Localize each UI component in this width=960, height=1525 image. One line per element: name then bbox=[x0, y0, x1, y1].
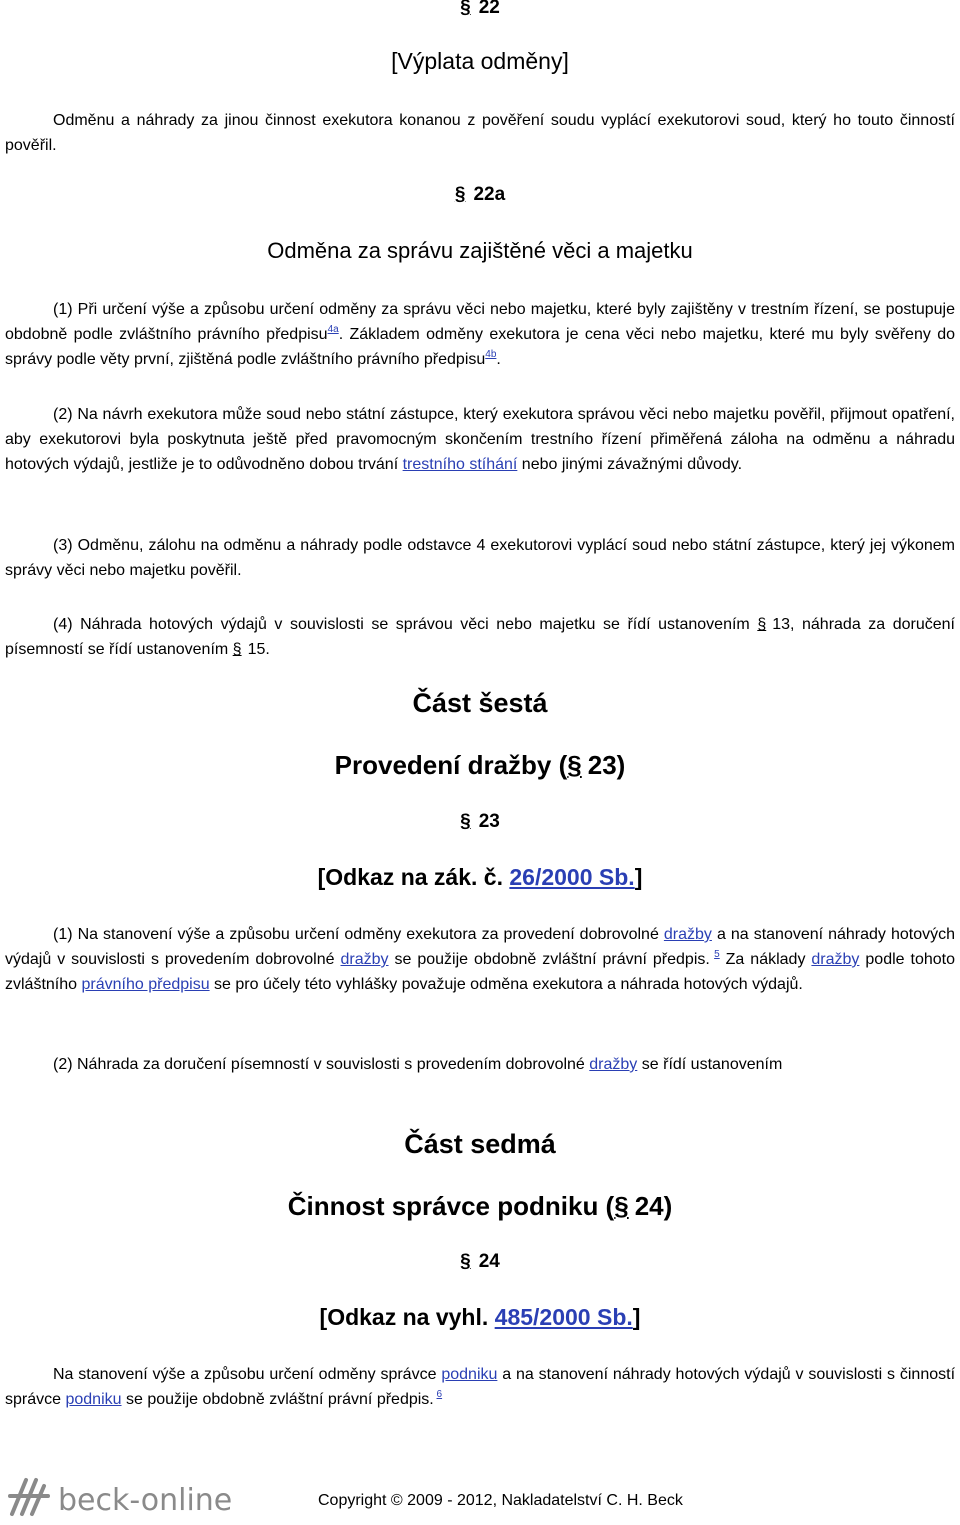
part-6-chapter: Provedení dražby (§ 23) bbox=[334, 750, 626, 780]
law-26-2000-link[interactable]: 26/2000 Sb. bbox=[509, 864, 635, 890]
paragraph-sign-icon: § bbox=[757, 616, 767, 633]
drazby-link[interactable]: dražby bbox=[663, 926, 712, 943]
podniku-link[interactable]: podniku bbox=[441, 1366, 498, 1383]
footer-copyright: Copyright © 2009 - 2012, Nakladatelství C. H. Beck bbox=[318, 1492, 683, 1509]
section-24-reference: [Odkaz na vyhl. 485/2000 Sb.] bbox=[319, 1304, 641, 1330]
section-22a-paragraph-1: (1) Při určení výše a způsobu určení odměny za správu věci nebo majetku, které byly zajištěny v trestním řízení, se postupuje obdobně podle zvláštního právního předpisu$^{4a}$. Základem odměny exekutora je cena věci nebo majetku, které mu byly svěřeny do správy podle věty první, zjištěná podle zvláštního právního předpisu$^{4b}$. bbox=[5, 301, 955, 368]
section-23-reference: [Odkaz na zák. č. 26/2000 Sb.] bbox=[317, 864, 643, 890]
pravniho-predpisu-link[interactable]: právního předpisu bbox=[81, 976, 210, 993]
decree-485-2000-link[interactable]: 485/2000 Sb. bbox=[494, 1304, 633, 1330]
section-number: 23 bbox=[478, 811, 500, 832]
section-24-paragraph: Na stanovení výše a způsobu určení odměny správce podniku a na stanovení náhrady hotových výdajů v souvislosti s činností správce podniku se použije obdobně zvláštní právní předpis. $^6$ bbox=[5, 1366, 956, 1408]
footnote-4a-link[interactable]: 4a bbox=[327, 324, 339, 335]
footnote-4b-link[interactable]: 4b bbox=[485, 349, 497, 360]
drazby-link[interactable]: dražby bbox=[811, 951, 860, 968]
part-6-title: Část šestá bbox=[412, 688, 548, 718]
section-22-heading bbox=[0, 0, 960, 19]
part-7-title: Část sedmá bbox=[404, 1129, 556, 1159]
section-22a-paragraph-2: (2) Na návrh exekutora může soud nebo státní zástupce, který exekutora správou věci nebo majetku pověřil, přijmout opatření, aby exekutorovi byla poskytnuta ještě před pravomocným skončením trestního řízení přiměřená záloha na odměnu a náhradu hotových výdajů, jestliže je to odůvodněno dobou trvání trestního stíhání nebo jinými závažnými důvody. bbox=[5, 406, 955, 473]
footnote-5-link[interactable]: 5 bbox=[714, 949, 720, 960]
section-22a-paragraph-3: (3) Odměnu, zálohu na odměnu a náhrady podle odstavce 4 exekutorovi vyplácí soud nebo státní zástupce, který jej výkonem správy věci nebo majetku pověřil. bbox=[5, 537, 955, 579]
paragraph-sign-icon: § bbox=[232, 641, 242, 658]
paragraph-sign-icon: § bbox=[460, 811, 471, 832]
section-22-title: [Výplata odměny] bbox=[391, 48, 569, 74]
section-24-heading bbox=[0, 1251, 960, 1273]
footnote-6-link[interactable]: 6 bbox=[436, 1389, 443, 1400]
section-number: 24 bbox=[478, 1251, 500, 1272]
logo-text: beck-online bbox=[58, 1483, 233, 1518]
section-22a-title: Odměna za správu zajištěné věci a majetku bbox=[267, 238, 693, 263]
beck-online-logo-icon bbox=[6, 1474, 251, 1520]
drazby-link[interactable]: dražby bbox=[340, 951, 389, 968]
section-23-paragraph-2: (2) Náhrada za doručení písemností v souvislosti s provedením dobrovolné dražby se řídí ustanovením bbox=[53, 1056, 783, 1073]
section-number: 22 bbox=[478, 0, 500, 18]
paragraph-sign-icon: § bbox=[460, 1251, 471, 1272]
trestniho-stihani-link[interactable]: trestního stíhání bbox=[402, 456, 518, 473]
section-number: 22a bbox=[473, 184, 506, 205]
paragraph-sign-icon: § bbox=[454, 184, 466, 205]
section-22a-heading bbox=[0, 184, 960, 206]
paragraph-sign-icon: § bbox=[614, 1191, 629, 1221]
part-7-chapter: Činnost správce podniku (§ 24) bbox=[287, 1191, 673, 1221]
beck-online-logo bbox=[6, 1474, 251, 1520]
drazby-link[interactable]: dražby bbox=[589, 1056, 638, 1073]
section-22-paragraph: Odměnu a náhrady za jinou činnost exekutora konanou z pověření soudu vyplácí exekutorovi soud, který ho touto činností pověřil. bbox=[5, 112, 955, 154]
paragraph-sign-icon: § bbox=[567, 750, 582, 780]
section-23-heading bbox=[0, 811, 960, 833]
section-23-paragraph-1: (1) Na stanovení výše a způsobu určení odměny exekutora za provedení dobrovolné dražby a na stanovení náhrady hotových výdajů v souvislosti s provedením dobrovolné dražby se použije obdobně zvláštní právní předpis. $^5$ Za náklady dražby podle tohoto zvláštního právního předpisu se pro účely této vyhlášky považuje odměna exekutora a náhrada hotových výdajů. bbox=[5, 926, 955, 993]
podniku-link[interactable]: podniku bbox=[65, 1391, 122, 1408]
paragraph-sign-icon: § bbox=[460, 0, 471, 18]
section-22a-paragraph-4: (4) Náhrada hotových výdajů v souvislosti se správou věci nebo majetku se řídí ustanovením § 13, náhrada za doručení písemností se řídí ustanovením § 15. bbox=[5, 616, 956, 658]
